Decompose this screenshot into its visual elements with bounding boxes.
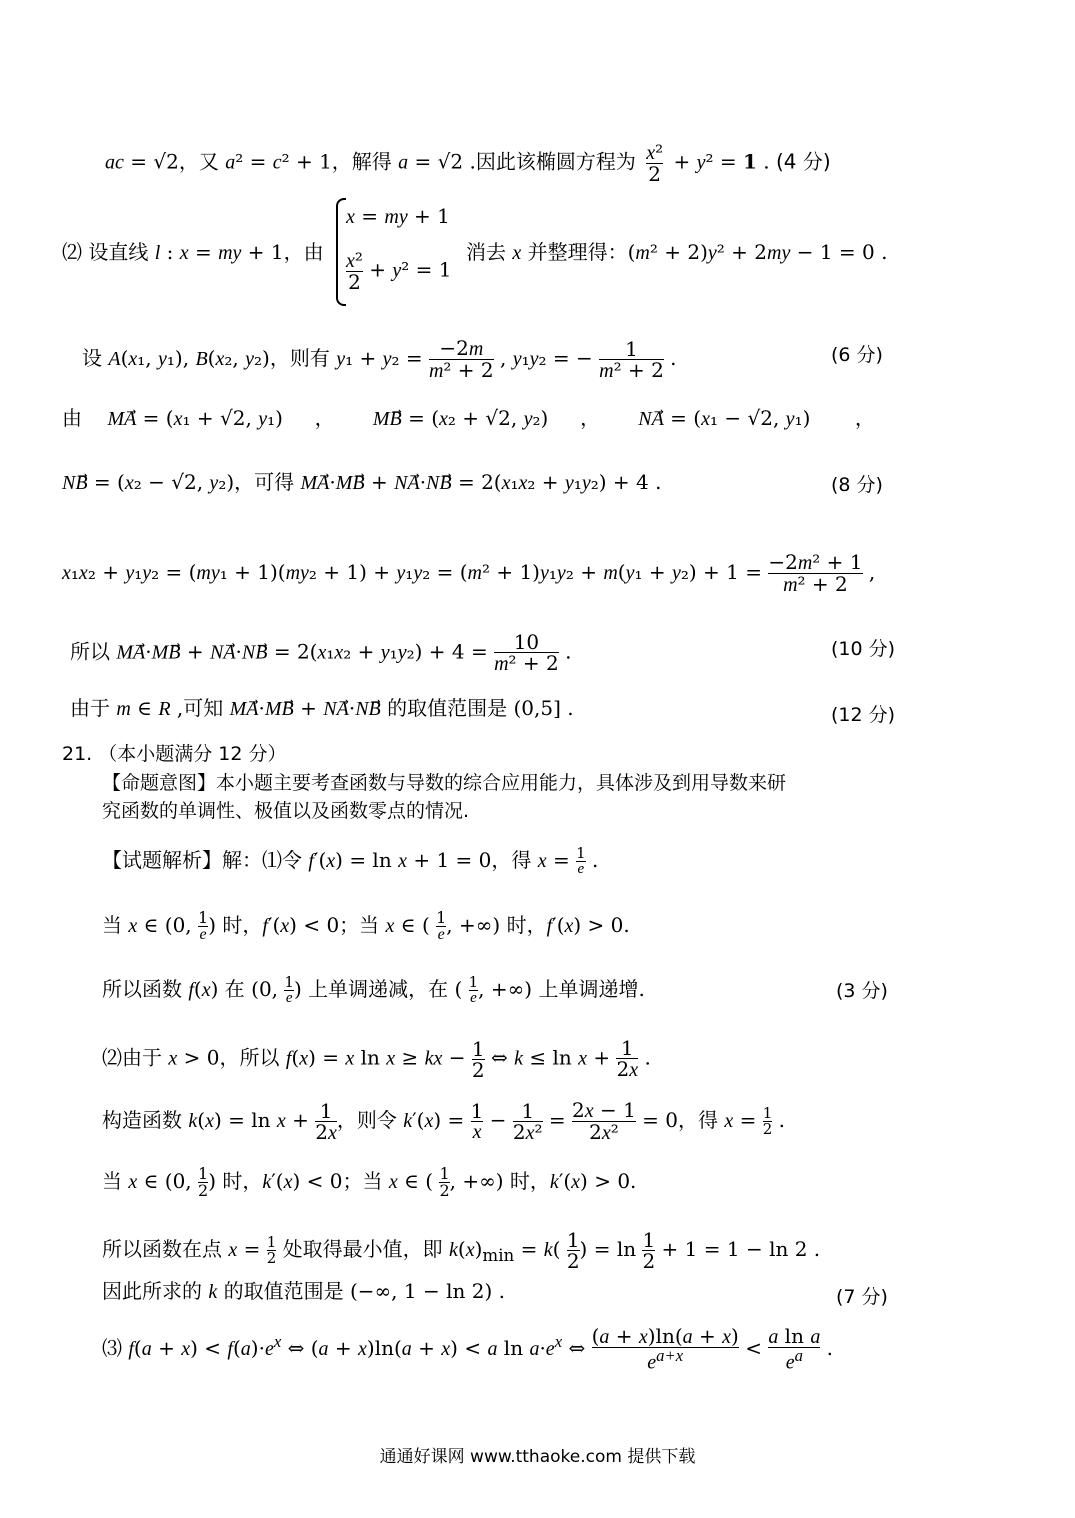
- eq-line-0: ac = √2，又 a² = c² + 1，解得 a = √2 .因此该椭圆方程为 x² 2 + y² = 1 . (4 分): [105, 140, 831, 186]
- intent-line-1: 【命题意图】本小题主要考查函数与导数的综合应用能力，具体涉及到用导数来研: [102, 772, 787, 794]
- score-label: (12 分): [831, 704, 896, 726]
- eq-line-18: 因此所求的 k 的取值范围是 (−∞, 1 − ln 2) .: [102, 1279, 505, 1303]
- eq-line-1: ⑵ 设直线 l : x = my + 1，由: [62, 240, 324, 264]
- score-label: (7 分): [836, 1286, 888, 1308]
- system-eq-2: x² 2 + y² = 1: [346, 248, 452, 294]
- eq-line-17: 所以函数在点 x = 1 2 处取得最小值，即 $k(x)_{min} = k$( 1 2 ) = ln 1 2 + 1 = 1 − ln 2 .: [102, 1228, 821, 1273]
- eq-line-1b: 消去 x 并整理得：(m² + 2)y² + 2my − 1 = 0 .: [466, 240, 888, 264]
- score-label: (4 分): [775, 149, 831, 174]
- eq-line-13: 所以函数 f(x) 在 (0, 1 e ) 上单调递减，在 ( 1 e , +∞) 上单调递增.: [102, 973, 645, 1006]
- system-brace: [336, 198, 346, 306]
- intent-line-2: 究函数的单调性、极值以及函数零点的情况.: [102, 800, 470, 822]
- score-label: (6 分): [831, 344, 883, 366]
- eq-line-19: ⑶ $f(a + x) < f(a)\cdot e^x$ ⇔ (a + x)ln(a + x) < a $\ln a\cdot e^x$ ⇔ (a + x)ln(a + x) $e^{a+x}$ < a ln a $e^a$ .: [102, 1324, 834, 1374]
- eq-line-2: 设 A(x₁, y₁), B(x₂, y₂)，则有 y₁ + y₂ = −2m m² + 2 , y₁y₂ = − 1 m² + 2 .: [82, 336, 677, 382]
- footer-text: 通通好课网 www.tthaoke.com 提供下载: [379, 1447, 696, 1467]
- eq-line-3: 由 MA⃗ = (x₁ + √2, y₁) ， MB⃗ = (x₂ + √2, y₂) ， NA⃗ = (x₁ − √2, y₁) ，: [62, 406, 875, 430]
- question-heading: 21. （本小题满分 12 分）: [62, 743, 287, 765]
- eq-line-7: 由于 m ∈ R ,可知 MA⃗·MB⃗ + NA⃗·NB⃗ 的取值范围是 (0,5] .: [70, 696, 574, 720]
- eq-line-11: 【试题解析】解：⑴令 f′(x) = ln x + 1 = 0，得 x = 1 e .: [102, 844, 599, 877]
- eq-line-6: 所以 MA⃗·MB⃗ + NA⃗·NB⃗ = 2(x₁x₂ + y₁y₂) + 4 = 10 m² + 2 .: [70, 630, 572, 675]
- eq-line-12: 当 x ∈ (0, 1 e ) 时，f′(x) < 0；当 x ∈ ( 1 e , +∞) 时，f′(x) > 0.: [102, 908, 630, 943]
- score-label: (8 分): [831, 474, 883, 496]
- eq-line-16: 当 x ∈ (0, 1 2 ) 时，k′(x) < 0；当 x ∈ ( 1 2 , +∞) 时，k′(x) > 0.: [102, 1164, 637, 1200]
- eq-line-14: ⑵由于 x > 0，所以 f(x) = x ln x ≥ kx − 1 2 ⇔ k ≤ ln x + 1 2x .: [102, 1036, 651, 1082]
- eq-line-4: NB⃗ = (x₂ − √2, y₂)，可得 MA⃗·MB⃗ + NA⃗·NB⃗ = 2(x₁x₂ + y₁y₂) + 4 .: [62, 470, 662, 494]
- eq-line-5: x₁x₂ + y₁y₂ = (my₁ + 1)(my₂ + 1) + y₁y₂ = (m² + 1)y₁y₂ + m(y₁ + y₂) + 1 = −2m² + 1 m² + 2 ,: [62, 550, 876, 596]
- system-eq-1: x = my + 1: [346, 204, 450, 228]
- eq-line-15: 构造函数 k(x) = ln x + 1 2x ，则令 k′(x) = 1 x − 1 2x² = 2x − 1 2x² = 0，得 x = 1 2 .: [102, 1098, 786, 1144]
- score-label: (3 分): [836, 980, 888, 1002]
- score-label: (10 分): [831, 638, 896, 660]
